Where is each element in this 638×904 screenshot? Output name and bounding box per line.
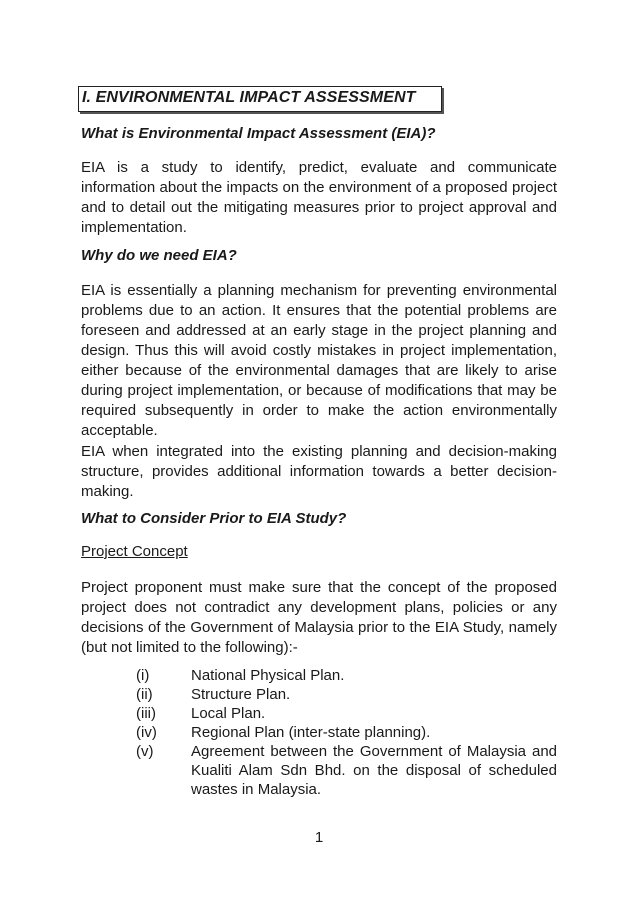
- list-item: [136, 723, 557, 742]
- list-item-text: Regional Plan (inter-state planning).: [191, 724, 431, 741]
- list-item-number: (i): [136, 667, 150, 684]
- page-number: 1: [314, 829, 324, 846]
- list-item-text: Agreement between the Government of Malaysia and Kualiti Alam Sdn Bhd. on the disposal of scheduled wastes in Malaysia.: [191, 743, 557, 798]
- question-prior-to-study: What to Consider Prior to EIA Study?: [81, 510, 347, 527]
- subheading-project-concept: Project Concept: [81, 543, 188, 560]
- list-item-text: Local Plan.: [191, 705, 266, 722]
- section-heading: I. ENVIRONMENTAL IMPACT ASSESSMENT: [82, 89, 416, 106]
- list-item-number: (ii): [136, 686, 153, 703]
- list-item-number: (v): [136, 743, 154, 760]
- list-item-text: Structure Plan.: [191, 686, 291, 703]
- list-item-number: (iv): [136, 724, 157, 741]
- question-what-is-eia: What is Environmental Impact Assessment (EIA)?: [81, 125, 436, 142]
- list-item: [136, 666, 557, 685]
- plan-list: [136, 666, 557, 799]
- paragraph-purpose: EIA is essentially a planning mechanism for preventing environmental problems due to an action. It ensures that the potential problems are foreseen and addressed at an early stage in the project planning and design. Thus this will avoid costly mistakes in project implementation, either because of the environmental damages that are likely to arise during project implementation, or because of modifications that may be required subsequently in order to make the action environmentally acceptable.: [81, 282, 557, 439]
- list-item: [136, 704, 557, 723]
- paragraph-project-concept: Project proponent must make sure that the concept of the proposed project does not contradict any development plans, policies or any decisions of the Government of Malaysia prior to the EIA Study, namely (but not limited to the following):-: [81, 579, 557, 656]
- paragraph-integration: EIA when integrated into the existing planning and decision-making structure, provides additional information towards a better decision-making.: [81, 443, 557, 500]
- list-item: [136, 742, 557, 799]
- paragraph-definition: EIA is a study to identify, predict, evaluate and communicate information about the impacts on the environment of a proposed project and to detail out the mitigating measures prior to project approval and implementation.: [81, 159, 557, 236]
- question-why-need-eia: Why do we need EIA?: [81, 247, 237, 264]
- list-item-text: National Physical Plan.: [191, 667, 345, 684]
- list-item-number: (iii): [136, 705, 156, 722]
- list-item: [136, 685, 557, 704]
